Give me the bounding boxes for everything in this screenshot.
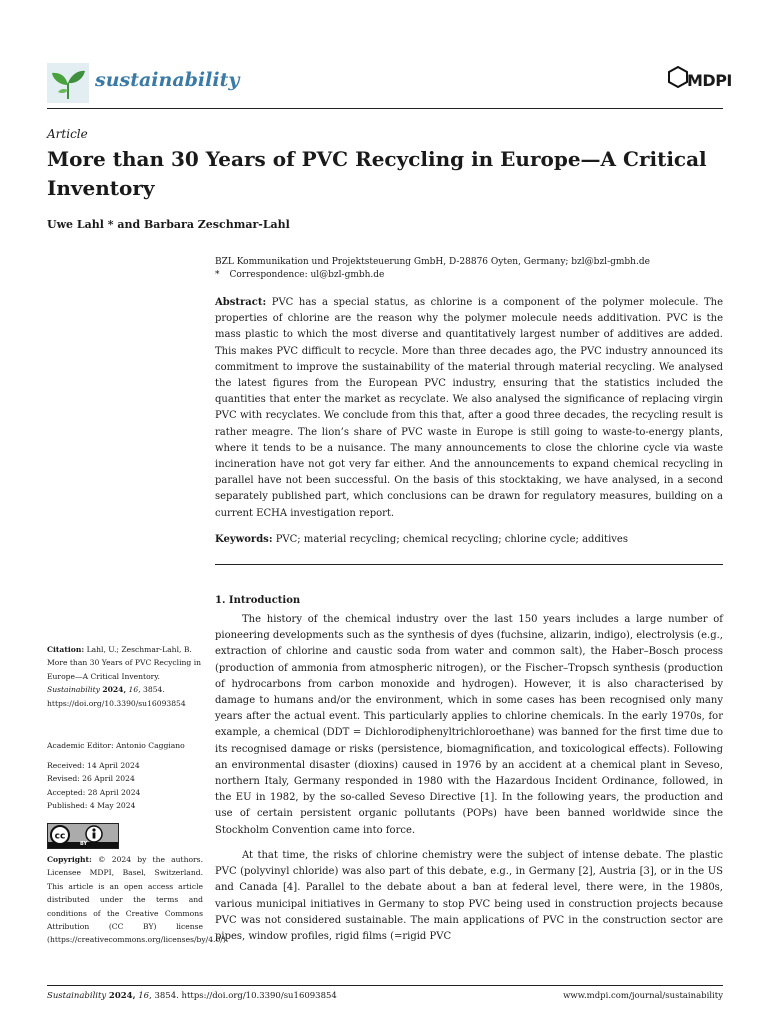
correspondence — [215, 268, 384, 282]
citation-journal: Sustainability — [47, 685, 100, 695]
publication-dates — [47, 759, 203, 813]
abstract-label: Abstract: — [215, 297, 267, 308]
footer-volume: 16, — [138, 991, 152, 1001]
cc-license-label: BY — [80, 841, 88, 847]
footer-journal-url[interactable]: www.mdpi.com/journal/sustainability — [563, 991, 723, 1001]
citation-label: Citation: — [47, 645, 85, 654]
copyright-label: Copyright: — [47, 855, 92, 864]
citation-year: 2024, — [102, 685, 127, 695]
article-authors: Uwe Lahl * and Barbara Zeschmar-Lahl — [47, 218, 290, 231]
citation-volume: 16, — [128, 685, 141, 695]
article-type: Article — [47, 127, 88, 141]
published-date: Published: 4 May 2024 — [47, 801, 136, 811]
abstract-text: PVC has a special status, as chlorine is a component of the polymer molecule. The properties of chlorine are the reason why the polymer molecule needs additivation. PVC is the mass plastic to which the most diverse and quantitatively largest number of additives are added. This makes PVC difficult to recycle. More than three decades ago, the PVC industry announced its commitment to improve the sustainability of the material through material recycling. We analysed the latest figures from the European PVC industry, ensuring that the statistics included the quantities that enter the market as recyclate. We also analysed the significance of replacing virgin PVC with recyclates. We conclude from this that, after a good three decades, the recycling result is rather meagre. The lion’s share of PVC waste in Europe is still going to waste-to-energy plants, where it tends to be a nuisance. The many announcements to close the chlorine cycle via waste incineration have not got very far either. And the announcements to expand chemical recycling in parallel have not been successful. On the basis of this stocktaking, we have analysed, in a second separately published part, which conclusions can be drawn for regulatory measures, building on a current ECHA investigation report. — [215, 297, 723, 519]
author-affiliation: BZL Kommunikation und Projektsteuerung GmbH, D-28876 Oyten, Germany; bzl@bzl-gmbh.de — [215, 257, 650, 267]
footer-journal: Sustainability — [47, 991, 107, 1001]
citation-text: Lahl, U.; Zeschmar-Lahl, B. More than 30 Years of PVC Recycling in Europe—A Critical Inventory. — [47, 645, 202, 681]
copyright-notice — [47, 853, 229, 947]
article-title: More than 30 Years of PVC Recycling in Europe—A Critical Inventory — [47, 147, 707, 200]
mdpi-logo-icon[interactable] — [668, 66, 688, 92]
revised-date: Revised: 26 April 2024 — [47, 774, 135, 784]
citation-block — [47, 643, 203, 710]
abstract — [215, 295, 723, 522]
journal-logo — [47, 63, 89, 103]
copyright-text: © 2024 by the authors. Licensee MDPI, Basel, Switzerland. This article is an open access article distributed under the terms and conditions of the Creative Commons Attribution (CC BY) license (https://creativecommons.org/licenses/by/4.0/). — [47, 855, 229, 945]
publisher-name: MDPI — [687, 71, 732, 90]
correspondence-text: Correspondence: ul@bzl-gmbh.de — [229, 270, 385, 280]
keywords-text: PVC; material recycling; chemical recycling; chlorine cycle; additives — [275, 534, 628, 545]
intro-paragraph-1: The history of the chemical industry over the last 150 years includes a large number of pioneering developments such as the synthesis of dyes (fuchsine, alizarin, indigo), electrolysis (e.g., extraction of chlorine and caustic soda from water and common salt), the Haber–Bosch process (production of ammonia from atmospheric nitrogen), or the Fischer–Tropsch synthesis (production of hydrocarbons from carbon monoxide and hydrogen). However, it is also characterised by damage to humans and/or the environment, which in some cases has been recognised only many years after the actual event. This particularly applies to chlorine chemicals. In the early 1970s, for example, a chemical (DDT = Dichlorodiphenyltrichloroethane) was banned for the first time due to its recognised damage or risks (persistence, biomagnification, and toxicological effects). Following an environmental disaster (dioxins) caused in 1976 by an accident at a chemical plant in Seveso, northern Italy, Germany responded in 1980 with the Hazardous Incident Ordinance, followed, in the EU in 1982, by the so-called Seveso Directive [1]. In the following years, the production and use of certain persistent organic pollutants (POPs) have been banned worldwide since the Stockholm Convention came into force. — [215, 614, 723, 836]
received-date: Received: 14 April 2024 — [47, 761, 140, 770]
footer-citation — [47, 991, 337, 1001]
svg-text:cc: cc — [54, 831, 66, 842]
footer-year: 2024, — [108, 991, 136, 1001]
citation-doi[interactable]: 3854. https://doi.org/10.3390/su16093854 — [47, 685, 186, 708]
header-divider — [47, 108, 723, 109]
academic-editor: Academic Editor: Antonio Caggiano — [47, 741, 185, 750]
keywords — [215, 532, 723, 548]
section-heading-introduction: 1. Introduction — [215, 595, 301, 606]
accepted-date: Accepted: 28 April 2024 — [47, 787, 141, 797]
footer-doi[interactable]: 3854. https://doi.org/10.3390/su16093854 — [154, 991, 337, 1001]
footer-divider — [47, 985, 723, 986]
intro-paragraph-2: At that time, the risks of chlorine chemistry were the subject of intense debate. The plastic PVC (polyvinyl chloride) was also part of this debate, e.g., in Germany [2], Austria [3], or in the US and Canada [4]. Parallel to the debate about a ban at federal level, there were, in the 1980s, various municipal initiatives in Germany to stop PVC being used in construction projects because PVC was not considered sustainable. The main applications of PVC in the construction sector are pipes, window profiles, rigid films (=rigid PVC — [215, 850, 723, 943]
keywords-divider — [215, 564, 723, 565]
keywords-label: Keywords: — [215, 534, 273, 545]
correspondence-star: * — [215, 270, 220, 280]
leaf-sprout-icon — [47, 63, 89, 103]
journal-name[interactable]: sustainability — [95, 69, 240, 91]
